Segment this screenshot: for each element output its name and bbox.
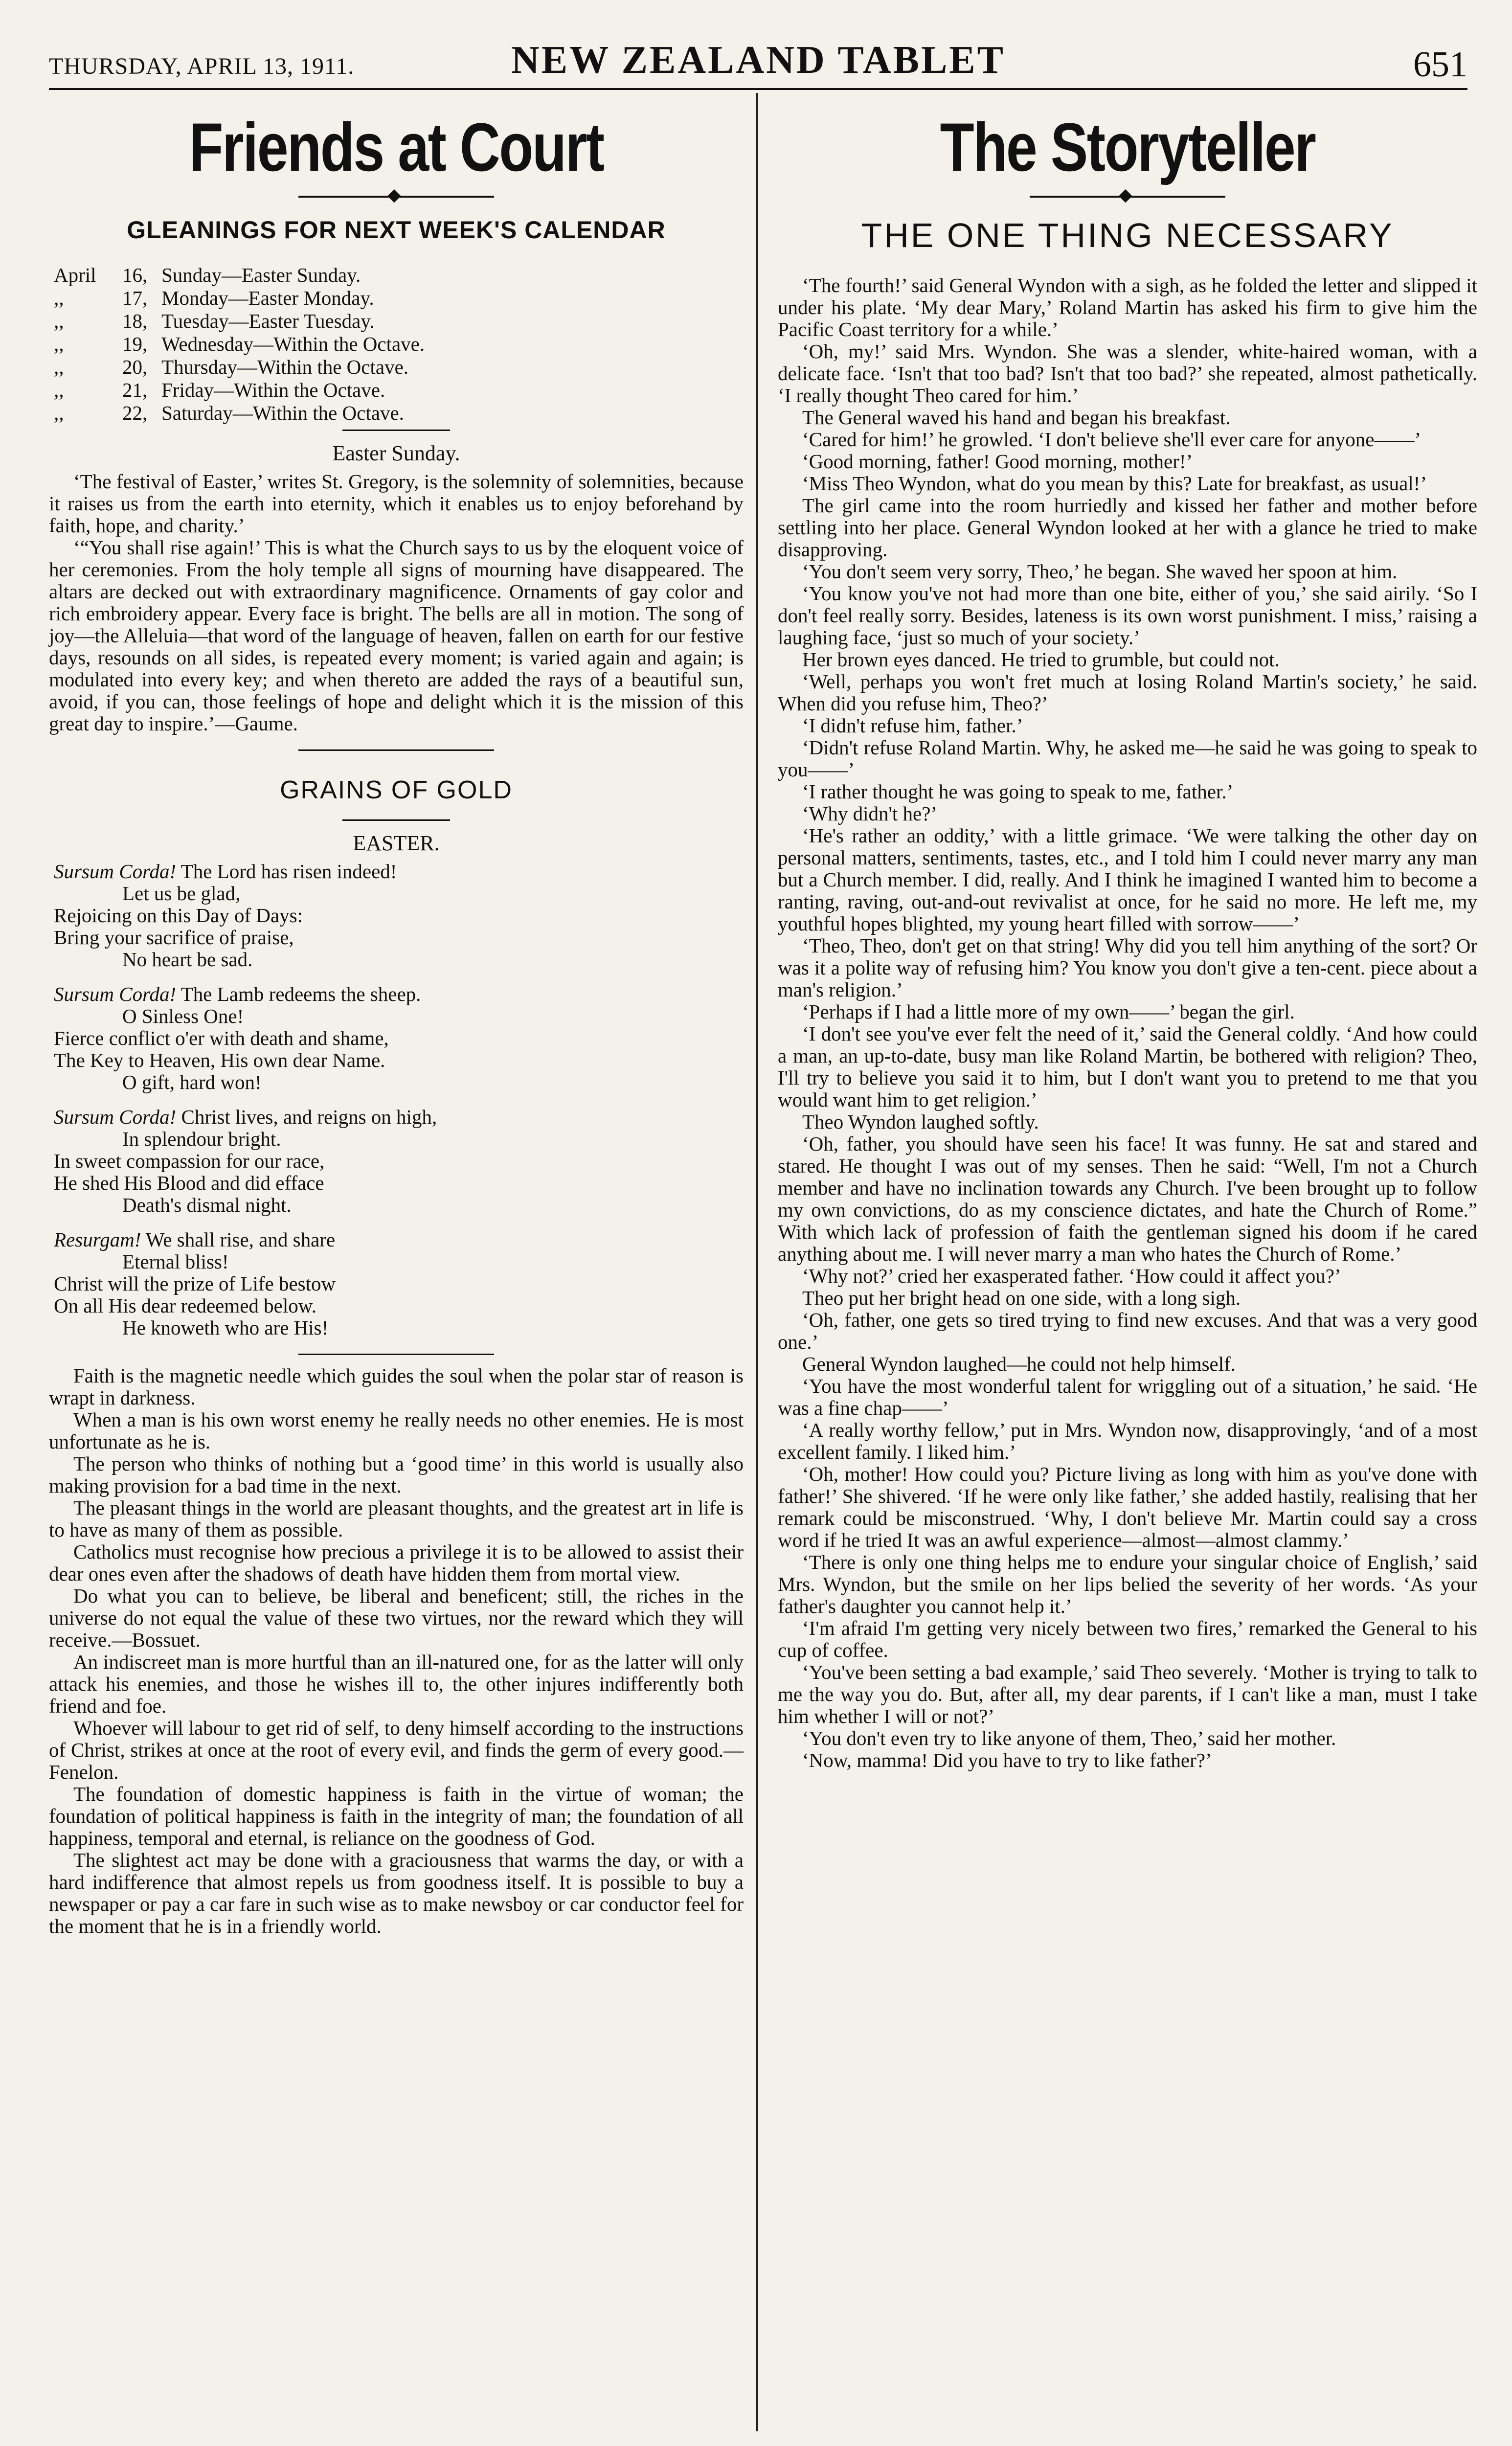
grains-paragraph: An indiscreet man is more hurtful than an ill-natured one, for as the latter will only attack his enemies, and those he wishes ill to, the other injures indifferently both friend and foe. [49,1651,744,1717]
poem-line: Rejoicing on this Day of Days: [54,904,303,927]
calendar-entry: Friday—Within the Octave. [161,379,385,401]
easter-heading: Easter Sunday. [332,441,460,465]
poem-lead: Sursum Corda! [54,1106,177,1128]
calendar-month: April [54,264,96,286]
story-paragraph: ‘You don't even try to like anyone of them, Theo,’ said her mother. [802,1727,1336,1749]
section-title-friends-at-court: Friends at Court [189,109,604,185]
grains-paragraph: The pleasant things in the world are pleasant thoughts, and the greatest art in life is to have as many of them as possible. [49,1496,744,1541]
poem-lead: Sursum Corda! [54,860,177,883]
grains-paragraph: When a man is his own worst enemy he really needs no other enemies. He is most unfortunate as he is. [49,1408,744,1453]
poem-text: Christ lives, and reigns on high, [176,1106,437,1128]
calendar-month: ,, [54,310,64,332]
calendar-entry: Sunday—Easter Sunday. [161,264,361,286]
story-paragraph: ‘A really worthy fellow,’ put in Mrs. Wyndon now, disapprovingly, ‘and of a most excellent family. I liked him.’ [778,1419,1477,1463]
story-paragraph: ‘He's rather an oddity,’ with a little grimace. ‘We were talking the other day on personal matters, sentiments, tastes, etc., and I told him I could never marry any man but a Church member. I did, really. And I think he imagined I wanted him to become a ranting, raving, out-and-out revivalist at once, for he said no more. He left me, my youthful hopes blighted, my young heart filled with sorrow——’ [778,824,1477,935]
story-paragraph: The girl came into the room hurriedly and kissed her father and mother before settling into her place. General Wyndon looked at her with a glance he tried to make disapproving. [778,494,1477,561]
calendar-row [54,402,744,425]
calendar-entry: Wednesday—Within the Octave. [161,333,425,355]
poem-line: Fierce conflict o'er with death and shame, [54,1027,389,1049]
divider-rule [342,430,450,431]
story-paragraph: ‘The fourth!’ said General Wyndon with a sigh, as he folded the letter and slipped it under his plate. ‘My dear Mary,’ Roland Martin has asked his firm to give him the Pacific Coast territory for a while.’ [778,274,1477,340]
calendar-month: ,, [54,379,64,401]
poem-line: He knoweth who are His! [122,1316,329,1339]
page-number: 651 [1413,45,1467,85]
calendar-month: ,, [54,333,64,355]
calendar-day: 19, [122,333,148,355]
calendar-row [54,356,744,379]
story-paragraph: ‘You have the most wonderful talent for wriggling out of a situation,’ he said. ‘He was a fine chap——’ [778,1375,1477,1419]
poem-stanza [54,983,744,1093]
calendar-day: 22, [122,402,148,424]
story-paragraph: ‘Oh, father, one gets so tired trying to find new excuses. And that was a very good one.’ [778,1309,1477,1353]
poem-title: EASTER. [353,831,440,855]
story-paragraph: Theo put her bright head on one side, with a long sigh. [802,1287,1241,1309]
calendar-day: 16, [122,264,148,286]
poem-line: Death's dismal night. [122,1194,292,1216]
poem-line: O Sinless One! [122,1005,244,1027]
story-paragraph: ‘Didn't refuse Roland Martin. Why, he asked me—he said he was going to speak to you——’ [778,736,1477,781]
story-paragraph: ‘There is only one thing helps me to endure your singular choice of English,’ said Mrs. Wyndon, but the smile on her lips belied the severity of her words. ‘As your father's daughter you cannot help it.’ [778,1551,1477,1617]
grains-paragraph: Do what you can to believe, be liberal and beneficent; still, the riches in the universe do not equal the value of these two virtues, nor the reward which they will receive.—Bossuet. [49,1585,744,1651]
calendar-row [54,264,744,287]
story-paragraph: ‘You know you've not had more than one bite, either of you,’ she said airily. ‘So I don't feel really sorry. Besides, lateness is its own worst punishment. I miss,’ raising a laughing face, ‘just so much of your society.’ [778,582,1477,649]
poem-line [54,1229,744,1251]
story-paragraph: Her brown eyes danced. He tried to grumble, but could not. [802,648,1280,671]
calendar-month: ,, [54,402,64,424]
calendar-entry: Thursday—Within the Octave. [161,356,409,378]
story-paragraph: ‘I don't see you've ever felt the need of it,’ said the General coldly. ‘And how could a man, an up-to-date, busy man like Roland Martin, be bothered with religion? Theo, I'll try to believe you said it to him, but I don't want you to pretend to me that you would want him to get religion.’ [778,1022,1477,1111]
poem-stanza [54,1229,744,1339]
calendar-day: 21, [122,379,148,401]
poem-line [54,983,744,1005]
story-paragraph: ‘I'm afraid I'm getting very nicely between two fires,’ remarked the General to his cup of coffee. [778,1617,1477,1661]
easter-poem [49,861,744,1339]
story-text [778,274,1477,1771]
section-title-storyteller: The Storyteller [940,109,1315,185]
poem-line: O gift, hard won! [122,1071,262,1093]
grains-text [49,1365,744,1937]
easter-paragraph: ‘The festival of Easter,’ writes St. Gregory, is the solemnity of solemnities, because it raises us from the earth into eternity, which it enables us to enjoy beforehand by faith, hope, and charity.’ [49,470,744,537]
poem-line: He shed His Blood and did efface [54,1172,324,1194]
easter-text [49,471,744,735]
right-column [778,98,1477,1771]
story-paragraph: ‘Oh, father, you should have seen his face! It was funny. He sat and stared and stared. He thought I was out of my senses. Then he said: “Well, I'm not a Church member and have no inclination towards any Church. I've been brought up to follow my own convictions, do as my conscience dictates, and hate the Church of Rome.” With which lack of profession of faith the gentleman signed his doom if he cared anything about me. I will never marry a man who hates the Church of Rome.’ [778,1132,1477,1265]
left-column [49,98,744,1937]
calendar-entry: Tuesday—Easter Tuesday. [161,310,375,332]
story-paragraph: ‘Oh, mother! How could you? Picture living as long with him as you've done with father!’ She shivered. ‘If he were only like father,’ she added hastily, realising that her remark could be misconstrued. ‘Why, I don't believe Mr. Martin could say a cross word if he tried It was an awful experience—almost—almost clammy.’ [778,1463,1477,1551]
story-paragraph: The General waved his hand and began his breakfast. [802,406,1231,429]
column-divider [756,93,758,2431]
story-paragraph: ‘I didn't refuse him, father.’ [802,714,1023,737]
ornament-rule [298,191,494,201]
poem-line: On all His dear redeemed below. [54,1294,316,1317]
poem-text: The Lamb redeems the sheep. [176,983,421,1005]
story-paragraph: ‘Well, perhaps you won't fret much at losing Roland Martin's society,’ he said. When did you refuse him, Theo?’ [778,670,1477,715]
story-paragraph: General Wyndon laughed—he could not help himself. [802,1353,1236,1375]
story-paragraph: ‘Oh, my!’ said Mrs. Wyndon. She was a slender, white-haired woman, with a delicate face. ‘Isn't that too bad? Isn't that too bad?’ she repeated, almost pathetically. ‘I really thought Theo cared for him.’ [778,340,1477,407]
story-paragraph: ‘Good morning, father! Good morning, mother!’ [802,450,1193,473]
story-paragraph: ‘Cared for him!’ he growled. ‘I don't believe she'll ever care for anyone——’ [802,428,1422,451]
grains-paragraph: Catholics must recognise how precious a privilege it is to be allowed to assist their dear ones even after the shadows of death have hidden them from mortal view. [49,1540,744,1585]
calendar-entry: Monday—Easter Monday. [161,287,374,309]
poem-stanza [54,1106,744,1216]
poem-line: Let us be glad, [122,882,241,905]
story-paragraph: ‘I rather thought he was going to speak to me, father.’ [802,780,1234,803]
story-paragraph: ‘Why not?’ cried her exasperated father. ‘How could it affect you?’ [802,1265,1341,1287]
story-paragraph: ‘Theo, Theo, don't get on that string! Why did you tell him anything of the sort? Or was it a polite way of refusing him? You know you don't give a ten-cent. piece about a man's religion.’ [778,934,1477,1001]
divider-rule [298,749,494,751]
story-paragraph: ‘Now, mamma! Did you have to try to like father?’ [802,1749,1212,1771]
grains-paragraph: The foundation of domestic happiness is faith in the virtue of woman; the foundation of political happiness is faith in the integrity of man; the foundation of all happiness, temporal and eternal, is reliance on the goodness of God. [49,1783,744,1849]
calendar-month: ,, [54,356,64,378]
grains-paragraph: Faith is the magnetic needle which guides the soul when the polar star of reason is wrapt in darkness. [49,1364,744,1409]
story-paragraph: ‘Miss Theo Wyndon, what do you mean by this? Late for breakfast, as usual!’ [802,472,1427,495]
calendar-row [54,379,744,402]
story-paragraph: ‘You've been setting a bad example,’ said Theo severely. ‘Mother is trying to talk to me the way you do. But, after all, my dear parents, if I can't like a man, must I take him whether I will or not?’ [778,1661,1477,1727]
poem-lead: Resurgam! [54,1228,141,1251]
poem-stanza [54,861,744,971]
poem-line: The Key to Heaven, His own dear Name. [54,1049,385,1071]
poem-text: We shall rise, and share [141,1228,336,1251]
issue-date: THURSDAY, APRIL 13, 1911. [49,53,355,79]
poem-line: No heart be sad. [122,948,253,971]
publication-title: NEW ZEALAND TABLET [511,39,1006,82]
story-paragraph: ‘You don't seem very sorry, Theo,’ he began. She waved her spoon at him. [802,560,1398,583]
grains-of-gold-heading: GRAINS OF GOLD [280,776,513,804]
poem-line [54,1106,744,1128]
page-header [49,34,1467,90]
grains-paragraph: The slightest act may be done with a graciousness that warms the day, or with a hard indifference that almost repels us from goodness itself. It is possible to buy a newspaper or pay a car fare in such wise as to make newsboy or car conductor feel for the moment that he is in a friendly world. [49,1849,744,1937]
story-paragraph: Theo Wyndon laughed softly. [802,1110,1039,1133]
divider-rule [342,819,450,821]
calendar-entry: Saturday—Within the Octave. [161,402,404,424]
poem-line: Christ will the prize of Life bestow [54,1272,336,1295]
grains-paragraph: Whoever will labour to get rid of self, to deny himself according to the instructions of Christ, strikes at once at the root of every evil, and finds the germ of every good.—Fenelon. [49,1717,744,1783]
story-paragraph: ‘Why didn't he?’ [802,802,938,825]
divider-rule [298,1354,494,1355]
story-title: THE ONE THING NECESSARY [861,216,1394,254]
calendar-month: ,, [54,287,64,309]
poem-line: In sweet compassion for our race, [54,1150,325,1172]
grains-paragraph: The person who thinks of nothing but a ‘good time’ in this world is usually also making provision for a bad time in the next. [49,1452,744,1497]
calendar-heading: GLEANINGS FOR NEXT WEEK'S CALENDAR [127,216,666,244]
easter-paragraph: ‘“You shall rise again!’ This is what the Church says to us by the eloquent voice of her ceremonies. From the holy temple all signs of mourning have disappeared. The altars are decked out with extraordinary magnificence. Ornaments of gay color and rich embroidery appear. Every face is bright. The bells are all in motion. The song of joy—the Alleluia—that word of the language of heaven, fallen on earth for our festive days, resounds on all sides, is repeated every moment; is varied again and again; is modulated into every key; and when thereto are added the rays of a beautiful sun, avoid, if you can, those feelings of hope and delight which it is the mission of this great day to inspire.’—Gaume. [49,536,744,735]
calendar-day: 20, [122,356,148,378]
poem-lead: Sursum Corda! [54,983,177,1005]
story-paragraph: ‘Perhaps if I had a little more of my own——’ began the girl. [802,1000,1295,1023]
calendar-row [54,287,744,310]
poem-text: The Lord has risen indeed! [176,860,397,883]
poem-line: Bring your sacrifice of praise, [54,926,294,949]
calendar-day: 17, [122,287,148,309]
calendar-list [54,264,744,425]
poem-line [54,861,744,883]
poem-line: In splendour bright. [122,1128,281,1150]
calendar-day: 18, [122,310,148,332]
ornament-rule [1030,191,1225,201]
calendar-row [54,310,744,333]
calendar-row [54,333,744,356]
poem-line: Eternal bliss! [122,1250,229,1273]
